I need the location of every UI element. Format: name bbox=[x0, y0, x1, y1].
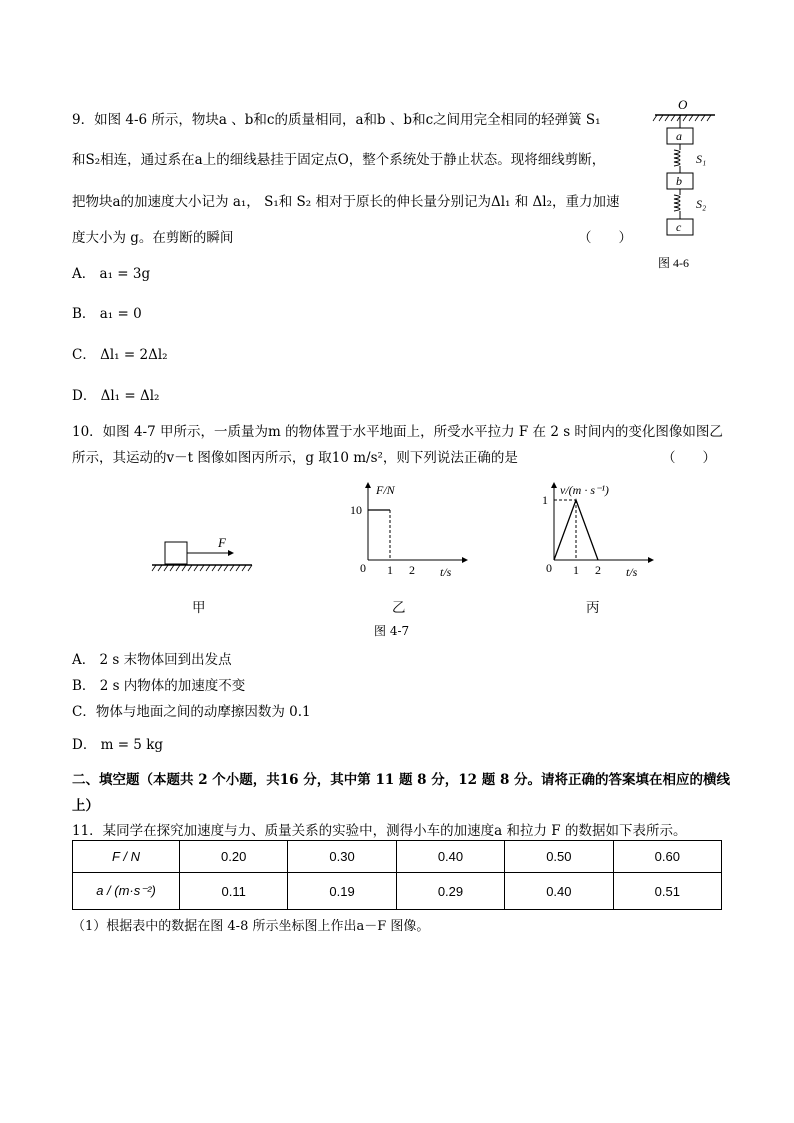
q10-line2: 所示，其运动的v－t 图像如图丙所示，g 取10 m/s²，则下列说法正确的是 bbox=[72, 450, 518, 466]
spring-s2 bbox=[674, 189, 680, 219]
y-axis-label: F/N bbox=[376, 483, 395, 497]
origin-label: 0 bbox=[360, 561, 366, 575]
section2-title-line2: 上） bbox=[72, 798, 99, 814]
table-cell: 0.51 bbox=[613, 873, 721, 910]
x-axis-label: t/s bbox=[440, 565, 452, 579]
x-tick-label-1: 1 bbox=[573, 563, 579, 577]
table-row-force bbox=[73, 841, 722, 873]
q9-option-b: B． a₁ = 0 bbox=[72, 306, 142, 322]
table-cell: 0.50 bbox=[505, 841, 613, 873]
table-cell: 0.40 bbox=[505, 873, 613, 910]
q10-option-c: C．物体与地面之间的动摩擦因数为 0.1 bbox=[72, 704, 311, 720]
ceiling-hatch bbox=[653, 115, 711, 121]
fixed-point-label: O bbox=[678, 97, 688, 112]
table-cell: 0.20 bbox=[180, 841, 288, 873]
force-label: F bbox=[218, 535, 226, 550]
origin-label: 0 bbox=[546, 561, 552, 575]
figure-yi-caption: 乙 bbox=[392, 600, 406, 616]
x-tick-label-2: 2 bbox=[409, 563, 415, 577]
q10-option-a: A． 2 s 末物体回到出发点 bbox=[72, 652, 232, 668]
q9-line2: 和S₂相连，通过系在a上的细线悬挂于固定点O，整个系统处于静止状态。现将细线剪断， bbox=[72, 152, 606, 168]
q9-option-d: D． Δl₁ = Δl₂ bbox=[72, 388, 160, 404]
table-cell: 0.30 bbox=[288, 841, 396, 873]
y-axis-label: v/(m · s⁻¹) bbox=[560, 483, 609, 497]
x-tick-label-2: 2 bbox=[595, 563, 601, 577]
section2-title-line1: 二、填空题（本题共 2 个小题，共16 分，其中第 11 题 8 分，12 题 8 分。请将正确的答案填在相应的横线 bbox=[72, 772, 731, 788]
q9-line3: 把物块a的加速度大小记为 a₁， S₁和 S₂ 相对于原长的伸长量分别记为Δl₁ 和 Δl₂，重力加速 bbox=[72, 194, 620, 210]
q9-line4: 度大小为 g。在剪断的瞬间 bbox=[72, 230, 234, 246]
x-axis-label: t/s bbox=[626, 565, 638, 579]
figure-bing-caption: 丙 bbox=[586, 600, 600, 616]
spring-s2-label: S₂ bbox=[696, 197, 707, 211]
force-arrowhead bbox=[228, 550, 234, 556]
spring-s1-label: S₁ bbox=[696, 152, 707, 166]
figure-jia bbox=[148, 530, 258, 580]
block-b-label: b bbox=[676, 174, 682, 188]
figure-jia-caption: 甲 bbox=[192, 600, 206, 616]
y-tick-label: 10 bbox=[350, 503, 362, 517]
x-axis-arrow bbox=[648, 557, 654, 563]
figure-yi-chart bbox=[340, 478, 470, 583]
table-cell: 0.29 bbox=[396, 873, 504, 910]
q10-answer-bracket: （ ） bbox=[662, 450, 716, 466]
q10-line1: 10．如图 4-7 甲所示，一质量为m 的物体置于水平地面上，所受水平拉力 F 在 2 s 时间内的变化图像如图乙 bbox=[72, 424, 723, 440]
figure-bing-chart bbox=[526, 478, 656, 583]
table-cell: 0.40 bbox=[396, 841, 504, 873]
q10-option-d: D． m = 5 kg bbox=[72, 737, 164, 753]
table-cell: 0.11 bbox=[180, 873, 288, 910]
q9-line1: 9．如图 4-6 所示，物块a 、b和c的质量相同，a和b 、b和c之间用完全相同的轻弹簧 S₁ bbox=[72, 112, 601, 128]
y-axis-arrow bbox=[365, 482, 371, 488]
y-tick-label: 1 bbox=[542, 493, 548, 507]
q11-data-table bbox=[72, 840, 722, 910]
q11-sub1: （1）根据表中的数据在图 4-8 所示坐标图上作出a－F 图像。 bbox=[72, 919, 430, 934]
x-tick-label-1: 1 bbox=[387, 563, 393, 577]
table-cell: 0.19 bbox=[288, 873, 396, 910]
figure-4-7-caption: 图 4-7 bbox=[374, 624, 410, 638]
table-head-force: F / N bbox=[73, 841, 180, 873]
q9-option-c: C． Δl₁ = 2Δl₂ bbox=[72, 347, 168, 363]
spring-s1 bbox=[674, 144, 680, 173]
figure-4-6-caption: 图 4-6 bbox=[658, 256, 689, 270]
x-axis-arrow bbox=[462, 557, 468, 563]
table-cell: 0.60 bbox=[613, 841, 721, 873]
y-axis-arrow bbox=[551, 482, 557, 488]
block bbox=[165, 542, 187, 564]
table-row-acceleration bbox=[73, 873, 722, 910]
block-a-label: a bbox=[676, 129, 682, 143]
block-c-label: c bbox=[676, 220, 682, 234]
table-head-acceleration: a / (m·s⁻²) bbox=[73, 873, 180, 910]
q9-answer-bracket: （ ） bbox=[578, 230, 632, 246]
figure-4-6 bbox=[640, 95, 730, 280]
q9-option-a: A． a₁ = 3g bbox=[72, 266, 151, 282]
ground-hatch bbox=[152, 565, 252, 571]
q10-option-b: B． 2 s 内物体的加速度不变 bbox=[72, 678, 246, 694]
q11-line1: 11．某同学在探究加速度与力、质量关系的实验中，测得小车的加速度a 和拉力 F 的数据如下表所示。 bbox=[72, 823, 687, 839]
